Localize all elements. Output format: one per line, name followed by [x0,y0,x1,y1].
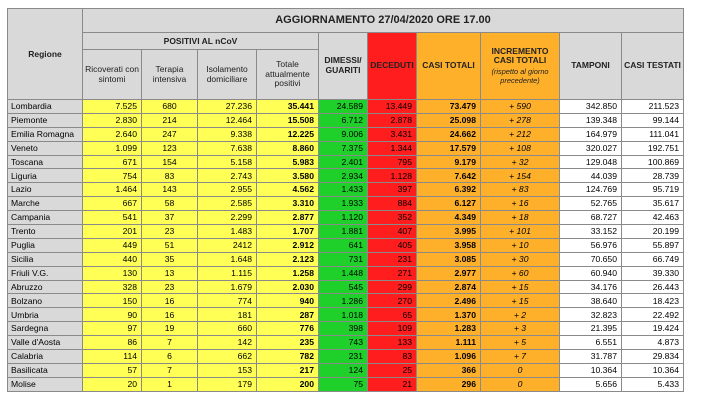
tamponi-cell: 33.152 [560,225,622,239]
casi-testati-cell: 95.719 [622,183,684,197]
terapia-cell: 7 [142,336,198,350]
totale-positivi-cell: 940 [257,294,319,308]
terapia-cell: 58 [142,197,198,211]
table-row [8,308,684,322]
deceduti-cell: 109 [368,322,417,336]
deceduti-cell: 352 [368,211,417,225]
region-cell: Campania [8,211,83,225]
totale-positivi-cell: 4.562 [257,183,319,197]
totale-positivi-header: Totale attualmente positivi [257,50,319,100]
tamponi-cell: 10.364 [560,363,622,377]
casi-testati-cell: 26.443 [622,280,684,294]
dimessi-cell: 743 [319,336,368,350]
tamponi-cell: 38.640 [560,294,622,308]
incremento-cell: + 18 [481,211,560,225]
totale-positivi-cell: 3.580 [257,169,319,183]
incremento-title: INCREMENTO CASI TOTALI [491,45,549,66]
casi-testati-cell: 4.873 [622,336,684,350]
casi-totali-header: CASI TOTALI [417,33,481,100]
casi-totali-cell: 1.370 [417,308,481,322]
terapia-cell: 7 [142,363,198,377]
dimessi-cell: 2.401 [319,155,368,169]
casi-totali-cell: 4.349 [417,211,481,225]
ricoverati-cell: 201 [83,225,142,239]
isolamento-cell: 153 [198,363,257,377]
deceduti-cell: 1.344 [368,141,417,155]
incremento-cell: 0 [481,363,560,377]
table-row [8,238,684,252]
deceduti-cell: 884 [368,197,417,211]
region-cell: Trento [8,225,83,239]
casi-testati-cell: 66.749 [622,252,684,266]
incremento-cell: + 212 [481,127,560,141]
tamponi-cell: 124.769 [560,183,622,197]
totale-positivi-cell: 287 [257,308,319,322]
region-cell: Liguria [8,169,83,183]
tamponi-cell: 34.176 [560,280,622,294]
deceduti-cell: 405 [368,238,417,252]
tamponi-cell: 342.850 [560,100,622,114]
region-cell: Molise [8,377,83,391]
isolamento-cell: 2.955 [198,183,257,197]
region-cell: Veneto [8,141,83,155]
terapia-cell: 23 [142,280,198,294]
terapia-cell: 247 [142,127,198,141]
isolamento-cell: 660 [198,322,257,336]
tamponi-cell: 6.551 [560,336,622,350]
incremento-cell: + 7 [481,350,560,364]
deceduti-cell: 133 [368,336,417,350]
totale-positivi-cell: 1.707 [257,225,319,239]
ricoverati-cell: 2.640 [83,127,142,141]
dimessi-cell: 231 [319,350,368,364]
tamponi-cell: 44.039 [560,169,622,183]
tamponi-cell: 60.940 [560,266,622,280]
casi-totali-cell: 3.085 [417,252,481,266]
casi-totali-cell: 24.662 [417,127,481,141]
terapia-cell: 23 [142,225,198,239]
table-row [8,113,684,127]
totale-positivi-cell: 35.441 [257,100,319,114]
casi-totali-cell: 73.479 [417,100,481,114]
casi-testati-cell: 19.424 [622,322,684,336]
dimessi-cell: 75 [319,377,368,391]
table-row [8,100,684,114]
tamponi-cell: 70.650 [560,252,622,266]
dimessi-cell: 1.120 [319,211,368,225]
casi-totali-cell: 366 [417,363,481,377]
incremento-header [481,33,560,100]
isolamento-cell: 1.648 [198,252,257,266]
casi-testati-cell: 28.739 [622,169,684,183]
table-body [8,100,684,392]
casi-totali-cell: 9.179 [417,155,481,169]
dimessi-cell: 7.375 [319,141,368,155]
table-row [8,127,684,141]
isolamento-cell: 1.115 [198,266,257,280]
casi-testati-cell: 100.869 [622,155,684,169]
terapia-cell: 16 [142,308,198,322]
casi-testati-cell: 55.897 [622,238,684,252]
table-row [8,252,684,266]
casi-testati-cell: 42.463 [622,211,684,225]
terapia-cell: 143 [142,183,198,197]
deceduti-cell: 2.878 [368,113,417,127]
region-cell: Abruzzo [8,280,83,294]
dimessi-cell: 1.286 [319,294,368,308]
isolamento-cell: 2.585 [198,197,257,211]
isolamento-cell: 1.679 [198,280,257,294]
ricoverati-cell: 1.099 [83,141,142,155]
ricoverati-header: Ricoverati con sintomi [83,50,142,100]
totale-positivi-cell: 782 [257,350,319,364]
totale-positivi-cell: 2.877 [257,211,319,225]
casi-totali-cell: 1.111 [417,336,481,350]
incremento-cell: + 108 [481,141,560,155]
casi-totali-cell: 2.874 [417,280,481,294]
tamponi-cell: 164.979 [560,127,622,141]
tamponi-header: TAMPONI [560,33,622,100]
casi-totali-cell: 2.977 [417,266,481,280]
deceduti-cell: 13.449 [368,100,417,114]
table-row [8,363,684,377]
casi-totali-cell: 2.496 [417,294,481,308]
isolamento-cell: 2.299 [198,211,257,225]
totale-positivi-cell: 217 [257,363,319,377]
region-cell: Valle d'Aosta [8,336,83,350]
casi-testati-cell: 35.617 [622,197,684,211]
isolamento-cell: 27.236 [198,100,257,114]
totale-positivi-cell: 235 [257,336,319,350]
deceduti-cell: 407 [368,225,417,239]
deceduti-header: DECEDUTI [368,33,417,100]
region-cell: Bolzano [8,294,83,308]
ricoverati-cell: 449 [83,238,142,252]
table-row [8,280,684,294]
isolamento-cell: 2412 [198,238,257,252]
deceduti-cell: 299 [368,280,417,294]
page-title: AGGIORNAMENTO 27/04/2020 ORE 17.00 [83,9,684,33]
region-cell: Sardegna [8,322,83,336]
region-cell: Piemonte [8,113,83,127]
tamponi-cell: 320.027 [560,141,622,155]
deceduti-cell: 25 [368,363,417,377]
dimessi-cell: 398 [319,322,368,336]
group-row [8,33,684,50]
incremento-cell: + 15 [481,280,560,294]
casi-totali-cell: 3.958 [417,238,481,252]
region-cell: Sicilia [8,252,83,266]
ricoverati-cell: 541 [83,211,142,225]
totale-positivi-cell: 2.030 [257,280,319,294]
isolamento-cell: 662 [198,350,257,364]
dimessi-cell: 9.006 [319,127,368,141]
region-cell: Calabria [8,350,83,364]
totale-positivi-cell: 2.912 [257,238,319,252]
totale-positivi-cell: 776 [257,322,319,336]
isolamento-cell: 5.158 [198,155,257,169]
totale-positivi-cell: 2.123 [257,252,319,266]
casi-testati-cell: 10.364 [622,363,684,377]
incremento-cell: + 30 [481,252,560,266]
tamponi-cell: 129.048 [560,155,622,169]
terapia-cell: 37 [142,211,198,225]
isolamento-cell: 181 [198,308,257,322]
incremento-cell: + 60 [481,266,560,280]
terapia-cell: 154 [142,155,198,169]
casi-testati-cell: 211.523 [622,100,684,114]
tamponi-cell: 31.787 [560,350,622,364]
deceduti-cell: 83 [368,350,417,364]
dimessi-cell: 1.448 [319,266,368,280]
ricoverati-cell: 7.525 [83,100,142,114]
deceduti-cell: 1.128 [368,169,417,183]
totale-positivi-cell: 3.310 [257,197,319,211]
dimessi-cell: 24.589 [319,100,368,114]
casi-testati-cell: 18.423 [622,294,684,308]
ricoverati-cell: 86 [83,336,142,350]
casi-testati-cell: 39.330 [622,266,684,280]
deceduti-cell: 271 [368,266,417,280]
casi-testati-cell: 111.041 [622,127,684,141]
ricoverati-cell: 440 [83,252,142,266]
totale-positivi-cell: 15.508 [257,113,319,127]
region-cell: Basilicata [8,363,83,377]
tamponi-cell: 5.656 [560,377,622,391]
deceduti-cell: 231 [368,252,417,266]
ricoverati-cell: 667 [83,197,142,211]
region-cell: Emilia Romagna [8,127,83,141]
isolamento-cell: 7.638 [198,141,257,155]
deceduti-cell: 3.431 [368,127,417,141]
isolamento-cell: 179 [198,377,257,391]
casi-testati-cell: 22.492 [622,308,684,322]
incremento-cell: + 32 [481,155,560,169]
incremento-cell: + 3 [481,322,560,336]
incremento-cell: + 83 [481,183,560,197]
terapia-cell: 13 [142,266,198,280]
totale-positivi-cell: 200 [257,377,319,391]
terapia-cell: 35 [142,252,198,266]
casi-totali-cell: 6.392 [417,183,481,197]
isolamento-cell: 142 [198,336,257,350]
terapia-cell: 1 [142,377,198,391]
incremento-cell: + 10 [481,238,560,252]
incremento-cell: + 590 [481,100,560,114]
casi-testati-cell: 5.433 [622,377,684,391]
dimessi-cell: 6.712 [319,113,368,127]
region-cell: Puglia [8,238,83,252]
region-cell: Friuli V.G. [8,266,83,280]
table-row [8,336,684,350]
ricoverati-cell: 130 [83,266,142,280]
incremento-cell: + 2 [481,308,560,322]
ricoverati-cell: 20 [83,377,142,391]
totale-positivi-cell: 8.860 [257,141,319,155]
covid-data-table [7,8,684,392]
dimessi-header: DIMESSI/ GUARITI [319,33,368,100]
dimessi-cell: 731 [319,252,368,266]
region-cell: Lombardia [8,100,83,114]
terapia-cell: 83 [142,169,198,183]
terapia-cell: 680 [142,100,198,114]
incremento-cell: + 278 [481,113,560,127]
ricoverati-cell: 114 [83,350,142,364]
isolamento-cell: 774 [198,294,257,308]
totale-positivi-cell: 5.983 [257,155,319,169]
isolamento-cell: 1.483 [198,225,257,239]
casi-testati-cell: 99.144 [622,113,684,127]
casi-totali-cell: 296 [417,377,481,391]
region-cell: Marche [8,197,83,211]
left-margin [0,8,7,402]
dimessi-cell: 545 [319,280,368,294]
table-row [8,266,684,280]
table-row [8,377,684,391]
table-row [8,155,684,169]
incremento-cell: + 15 [481,294,560,308]
incremento-cell: + 16 [481,197,560,211]
tamponi-cell: 139.348 [560,113,622,127]
table-row [8,197,684,211]
isolamento-cell: 12.464 [198,113,257,127]
casi-totali-cell: 7.642 [417,169,481,183]
terapia-cell: 51 [142,238,198,252]
terapia-cell: 214 [142,113,198,127]
ricoverati-cell: 150 [83,294,142,308]
table-row [8,141,684,155]
casi-testati-cell: 192.751 [622,141,684,155]
ricoverati-cell: 1.464 [83,183,142,197]
casi-testati-cell: 29.834 [622,350,684,364]
table-row [8,211,684,225]
ricoverati-cell: 57 [83,363,142,377]
table-row [8,350,684,364]
totale-positivi-cell: 12.225 [257,127,319,141]
casi-testati-cell: 20.199 [622,225,684,239]
incremento-cell: + 154 [481,169,560,183]
dimessi-cell: 641 [319,238,368,252]
casi-totali-cell: 25.098 [417,113,481,127]
tamponi-cell: 32.823 [560,308,622,322]
isolamento-header: Isolamento domiciliare [198,50,257,100]
incremento-cell: + 5 [481,336,560,350]
incremento-note: (rispetto al giorno precedente) [491,67,549,85]
tamponi-cell: 68.727 [560,211,622,225]
casi-totali-cell: 6.127 [417,197,481,211]
ricoverati-cell: 328 [83,280,142,294]
tamponi-cell: 52.765 [560,197,622,211]
terapia-cell: 16 [142,294,198,308]
ricoverati-cell: 97 [83,322,142,336]
region-cell: Umbria [8,308,83,322]
incremento-cell: 0 [481,377,560,391]
deceduti-cell: 270 [368,294,417,308]
terapia-cell: 19 [142,322,198,336]
ricoverati-cell: 90 [83,308,142,322]
table-row [8,169,684,183]
deceduti-cell: 795 [368,155,417,169]
casi-totali-cell: 17.579 [417,141,481,155]
tamponi-cell: 56.976 [560,238,622,252]
region-cell: Lazio [8,183,83,197]
region-cell: Toscana [8,155,83,169]
totale-positivi-cell: 1.258 [257,266,319,280]
incremento-cell: + 101 [481,225,560,239]
title-row [8,9,684,33]
terapia-cell: 123 [142,141,198,155]
deceduti-cell: 397 [368,183,417,197]
dimessi-cell: 1.881 [319,225,368,239]
positivi-group-header: POSITIVI AL nCoV [83,33,319,50]
tamponi-cell: 21.395 [560,322,622,336]
table-row [8,225,684,239]
table-row [8,183,684,197]
dimessi-cell: 1.433 [319,183,368,197]
deceduti-cell: 21 [368,377,417,391]
table-row [8,294,684,308]
ricoverati-cell: 754 [83,169,142,183]
casi-totali-cell: 1.283 [417,322,481,336]
casi-testati-header: CASI TESTATI [622,33,684,100]
table-row [8,322,684,336]
casi-totali-cell: 1.096 [417,350,481,364]
isolamento-cell: 9.338 [198,127,257,141]
covid-table-container [7,8,684,392]
dimessi-cell: 124 [319,363,368,377]
ricoverati-cell: 671 [83,155,142,169]
dimessi-cell: 2.934 [319,169,368,183]
casi-totali-cell: 3.995 [417,225,481,239]
region-header: Regione [8,9,83,100]
deceduti-cell: 65 [368,308,417,322]
ricoverati-cell: 2.830 [83,113,142,127]
dimessi-cell: 1.018 [319,308,368,322]
isolamento-cell: 2.743 [198,169,257,183]
terapia-header: Terapia intensiva [142,50,198,100]
terapia-cell: 6 [142,350,198,364]
dimessi-cell: 1.933 [319,197,368,211]
